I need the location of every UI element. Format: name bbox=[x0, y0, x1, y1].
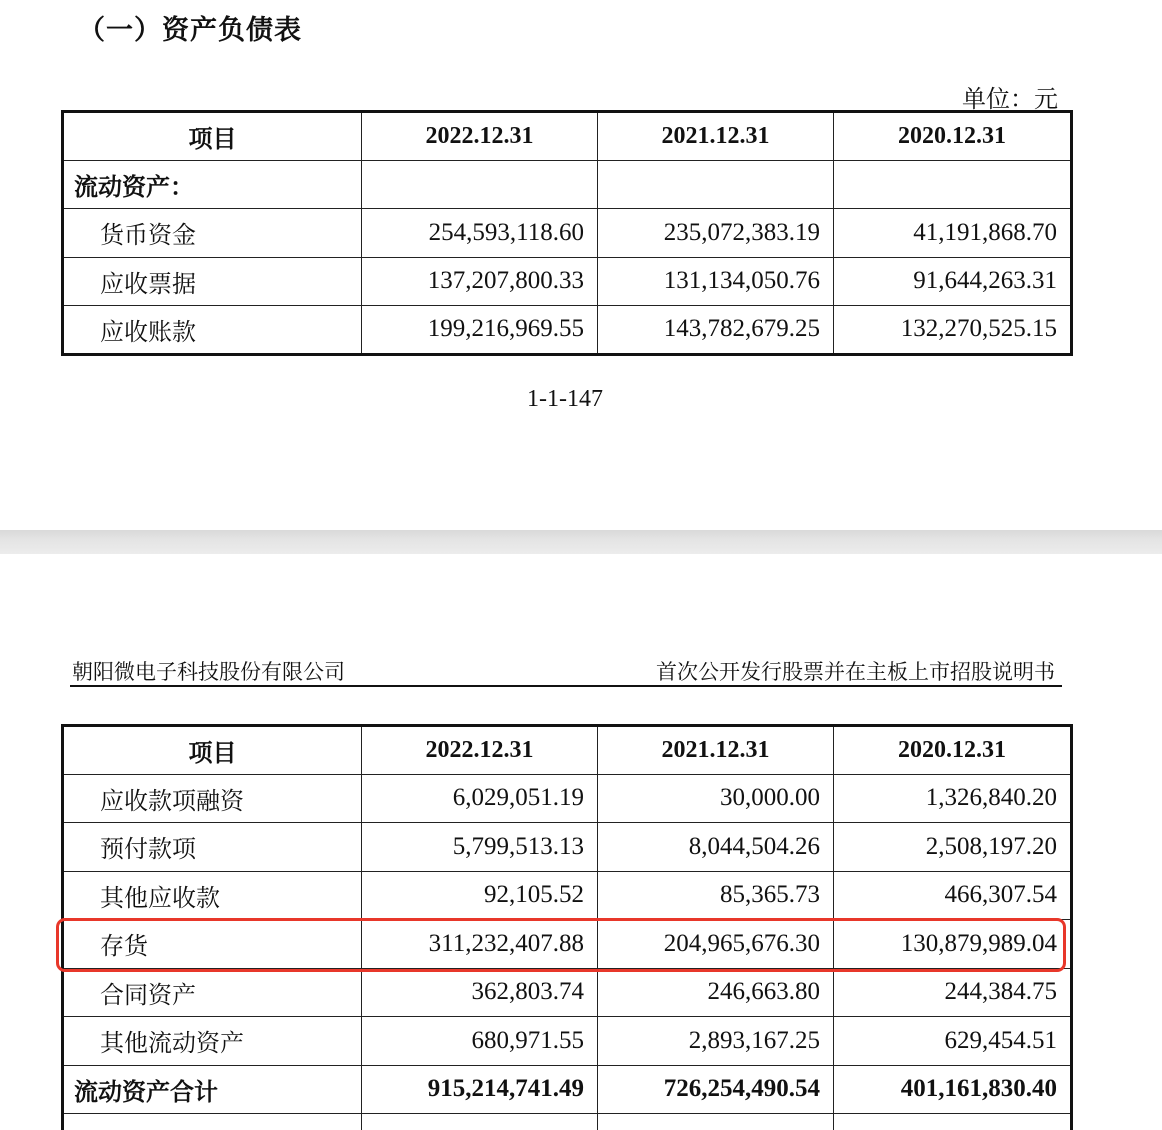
value-2022: 92,105.52 bbox=[362, 871, 598, 920]
total-label: 流动资产合计 bbox=[63, 1065, 362, 1114]
page-separator bbox=[0, 530, 1162, 554]
unit-label: 单位：元 bbox=[962, 85, 1058, 113]
value-2021: 143,782,679.25 bbox=[598, 306, 834, 355]
total-2021: 726,254,490.54 bbox=[598, 1065, 834, 1114]
value-2022: 254,593,118.60 bbox=[362, 209, 598, 258]
total-2020: 401,161,830.40 bbox=[834, 1065, 1072, 1114]
page-number: 1-1-147 bbox=[527, 386, 603, 412]
value-2022: 137,207,800.33 bbox=[362, 257, 598, 306]
value-2020: 466,307.54 bbox=[834, 871, 1072, 920]
table-header-row bbox=[63, 112, 1072, 161]
table-row bbox=[63, 968, 1072, 1017]
value-2020: 244,384.75 bbox=[834, 968, 1072, 1017]
table-row-cut bbox=[63, 1114, 1072, 1130]
value-2020: 629,454.51 bbox=[834, 1017, 1072, 1066]
empty-cell bbox=[598, 160, 834, 209]
header-rule bbox=[70, 685, 1062, 687]
value-2022: 199,216,969.55 bbox=[362, 306, 598, 355]
balance-sheet-table-page1 bbox=[61, 110, 1073, 356]
value-2021: 131,134,050.76 bbox=[598, 257, 834, 306]
value-2022: 6,029,051.19 bbox=[362, 774, 598, 823]
table-row-total bbox=[63, 1065, 1072, 1114]
value-2021: 2,893,167.25 bbox=[598, 1017, 834, 1066]
header-2022: 2022.12.31 bbox=[362, 726, 598, 775]
value-2020: 41,191,868.70 bbox=[834, 209, 1072, 258]
value-2021: 235,072,383.19 bbox=[598, 209, 834, 258]
header-2021: 2021.12.31 bbox=[598, 112, 834, 161]
table-row-inventory bbox=[63, 920, 1072, 969]
table-header-row bbox=[63, 726, 1072, 775]
header-2022: 2022.12.31 bbox=[362, 112, 598, 161]
header-2020: 2020.12.31 bbox=[834, 726, 1072, 775]
section-title: （一）资产负债表 bbox=[78, 15, 302, 46]
empty-cell bbox=[362, 160, 598, 209]
cut-cell bbox=[834, 1114, 1072, 1130]
row-label: 其他流动资产 bbox=[63, 1017, 362, 1066]
row-label: 应收票据 bbox=[63, 257, 362, 306]
empty-cell bbox=[834, 160, 1072, 209]
row-label: 货币资金 bbox=[63, 209, 362, 258]
document-title: 首次公开发行股票并在主板上市招股说明书 bbox=[656, 660, 1055, 684]
value-2020: 91,644,263.31 bbox=[834, 257, 1072, 306]
row-label: 其他应收款 bbox=[63, 871, 362, 920]
row-label: 预付款项 bbox=[63, 823, 362, 872]
table-row bbox=[63, 774, 1072, 823]
value-2020: 1,326,840.20 bbox=[834, 774, 1072, 823]
balance-sheet-table-page2 bbox=[61, 724, 1073, 1130]
value-2022: 5,799,513.13 bbox=[362, 823, 598, 872]
row-label: 应收款项融资 bbox=[63, 774, 362, 823]
company-name: 朝阳微电子科技股份有限公司 bbox=[72, 660, 345, 684]
value-2022: 311,232,407.88 bbox=[362, 920, 598, 969]
row-label: 存货 bbox=[63, 920, 362, 969]
value-2020: 132,270,525.15 bbox=[834, 306, 1072, 355]
table-row bbox=[63, 1017, 1072, 1066]
cut-cell bbox=[598, 1114, 834, 1130]
value-2021: 85,365.73 bbox=[598, 871, 834, 920]
header-2020: 2020.12.31 bbox=[834, 112, 1072, 161]
value-2022: 362,803.74 bbox=[362, 968, 598, 1017]
value-2021: 8,044,504.26 bbox=[598, 823, 834, 872]
value-2021: 246,663.80 bbox=[598, 968, 834, 1017]
value-2020: 2,508,197.20 bbox=[834, 823, 1072, 872]
table-row bbox=[63, 823, 1072, 872]
table-row bbox=[63, 209, 1072, 258]
value-2021: 30,000.00 bbox=[598, 774, 834, 823]
table-row-group bbox=[63, 160, 1072, 209]
value-2022: 680,971.55 bbox=[362, 1017, 598, 1066]
table-row bbox=[63, 257, 1072, 306]
cut-cell bbox=[362, 1114, 598, 1130]
total-2022: 915,214,741.49 bbox=[362, 1065, 598, 1114]
header-item: 项目 bbox=[63, 112, 362, 161]
row-label: 应收账款 bbox=[63, 306, 362, 355]
header-2021: 2021.12.31 bbox=[598, 726, 834, 775]
table-row bbox=[63, 871, 1072, 920]
value-2021: 204,965,676.30 bbox=[598, 920, 834, 969]
group-label: 流动资产： bbox=[63, 160, 362, 209]
table-row bbox=[63, 306, 1072, 355]
header-item: 项目 bbox=[63, 726, 362, 775]
value-2020: 130,879,989.04 bbox=[834, 920, 1072, 969]
row-label: 合同资产 bbox=[63, 968, 362, 1017]
cut-cell bbox=[63, 1114, 362, 1130]
